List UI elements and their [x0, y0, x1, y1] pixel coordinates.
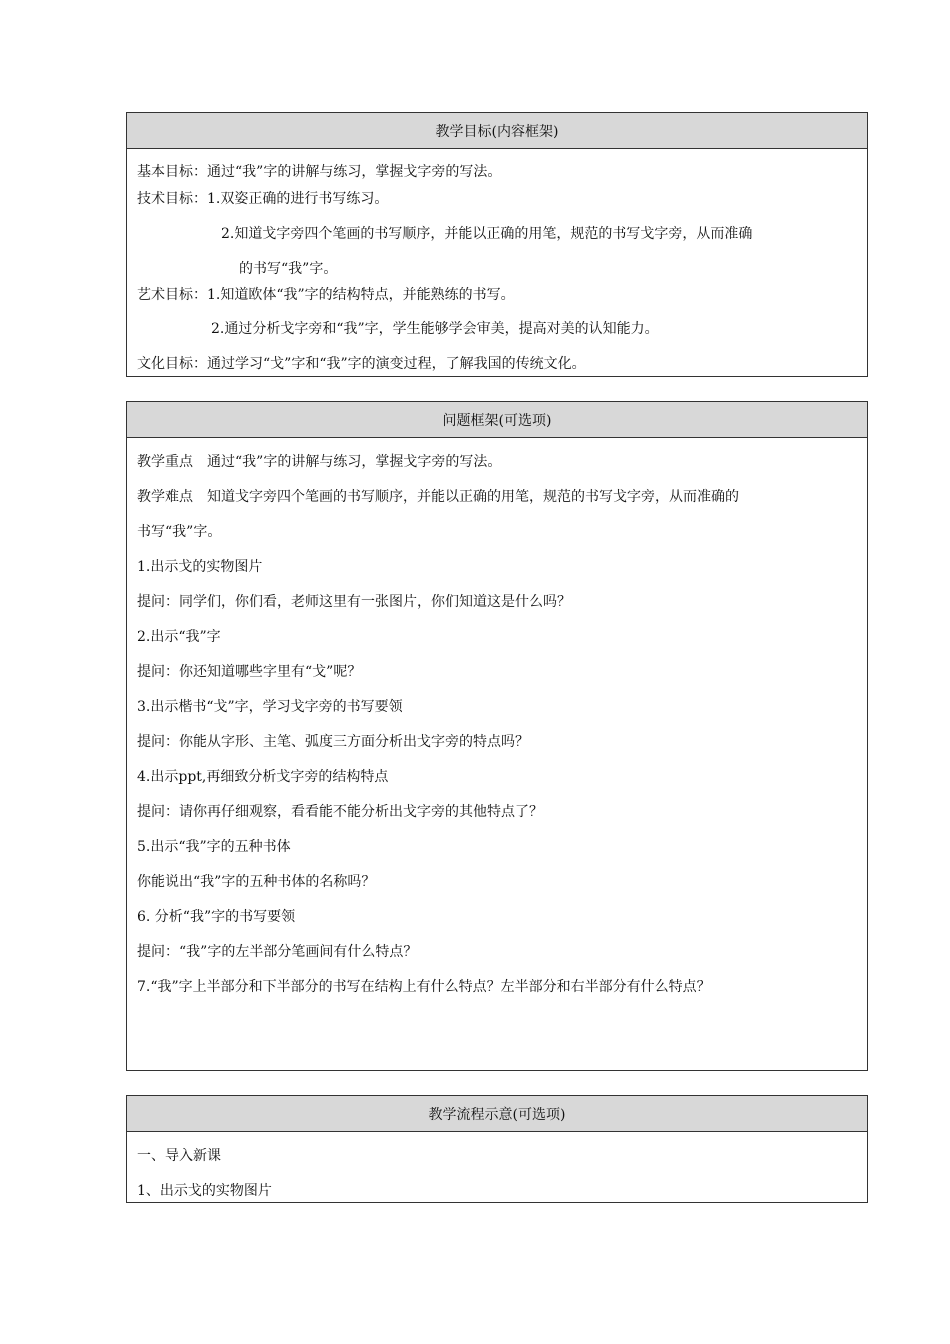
- question-line: 7.“我”字上半部分和下半部分的书写在结构上有什么特点？左半部分和右半部分有什么特点？: [137, 979, 711, 995]
- question-line: 教学难点 知道戈字旁四个笔画的书写顺序，并能以正确的用笔，规范的书写戈字旁，从而准确的: [137, 489, 739, 505]
- goal-line: 文化目标：通过学习“戈”字和“我”字的演变过程，了解我国的传统文化。: [137, 356, 586, 372]
- question-line: 书写“我”字。: [137, 524, 222, 540]
- teaching-flow-section: [126, 1095, 868, 1203]
- question-line: 提问：“我”字的左半部分笔画间有什么特点？: [137, 944, 418, 960]
- question-line: 3.出示楷书“戈”字，学习戈字旁的书写要领: [137, 699, 403, 715]
- goal-line: 技术目标：1.双姿正确的进行书写练习。: [137, 191, 389, 207]
- question-line: 提问：你能从字形、主笔、弧度三方面分析出戈字旁的特点吗？: [137, 734, 529, 750]
- teaching-goals-section: [126, 112, 868, 377]
- question-line: 提问：请你再仔细观察，看看能不能分析出戈字旁的其他特点了？: [137, 804, 543, 820]
- question-line: 2.出示“我”字: [137, 629, 221, 645]
- goal-line: 基本目标：通过“我”字的讲解与练习，掌握戈字旁的写法。: [137, 164, 502, 180]
- question-line: 提问：你还知道哪些字里有“戈”呢？: [137, 664, 362, 680]
- teaching-goals-header: 教学目标(内容框架): [127, 113, 867, 149]
- question-line: 4.出示ppt,再细致分析戈字旁的结构特点: [137, 769, 389, 785]
- goal-line: 艺术目标：1.知道欧体“我”字的结构特点，并能熟练的书写。: [137, 287, 515, 303]
- goal-line: 2.知道戈字旁四个笔画的书写顺序，并能以正确的用笔，规范的书写戈字旁，从而准确: [221, 226, 753, 242]
- goal-line: 的书写“我”字。: [239, 261, 338, 277]
- question-line: 6. 分析“我”字的书写要领: [137, 909, 296, 925]
- question-line: 5.出示“我”字的五种书体: [137, 839, 291, 855]
- goal-line: 2.通过分析戈字旁和“我”字，学生能够学会审美，提高对美的认知能力。: [211, 321, 659, 337]
- question-line: 提问：同学们，你们看，老师这里有一张图片，你们知道这是什么吗？: [137, 594, 571, 610]
- flow-line: 1、出示戈的实物图片: [137, 1183, 272, 1199]
- question-framework-section: [126, 401, 868, 1071]
- teaching-flow-header: 教学流程示意(可选项): [127, 1096, 867, 1132]
- question-framework-header: 问题框架(可选项): [127, 402, 867, 438]
- question-line: 教学重点 通过“我”字的讲解与练习，掌握戈字旁的写法。: [137, 454, 502, 470]
- question-line: 你能说出“我”字的五种书体的名称吗？: [137, 874, 376, 890]
- flow-line: 一、导入新课: [137, 1148, 221, 1164]
- question-line: 1.出示戈的实物图片: [137, 559, 263, 575]
